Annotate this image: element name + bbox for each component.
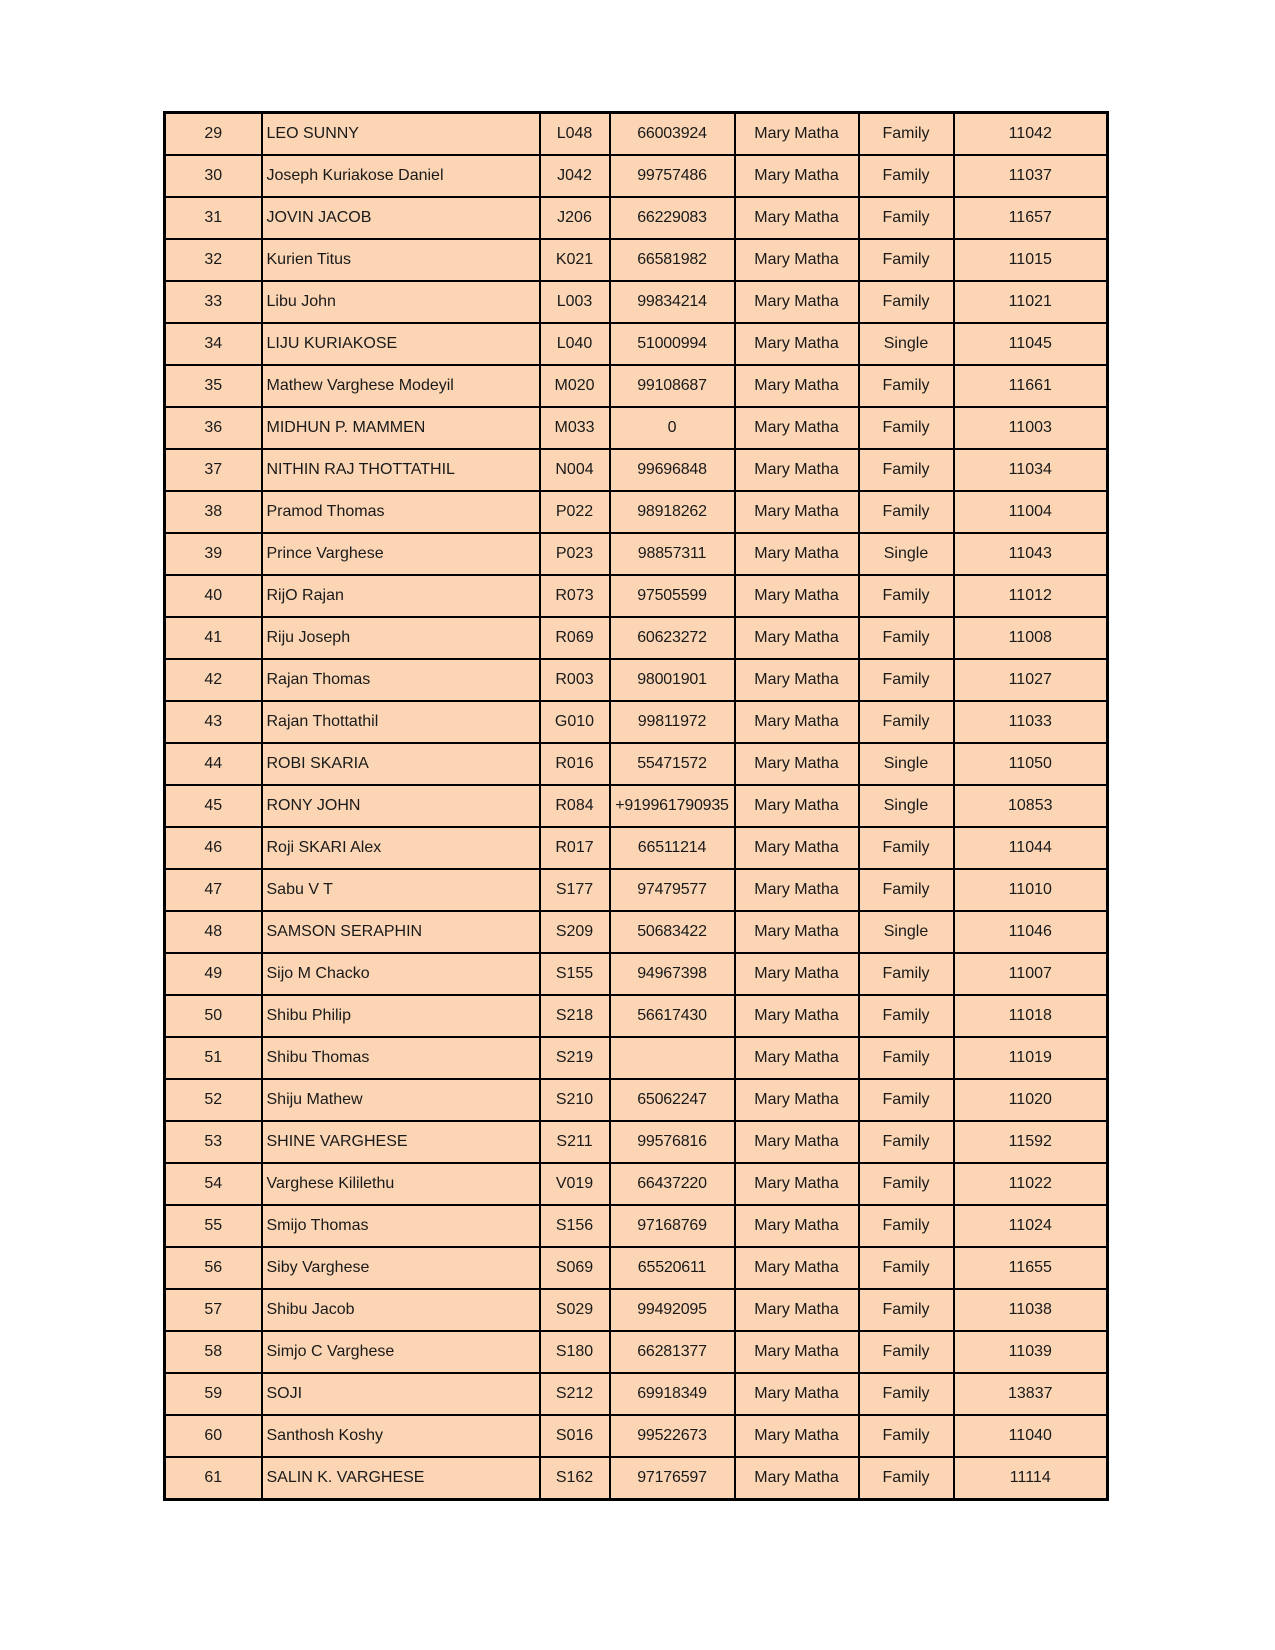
phone-number-cell: 98857311 [610,533,735,575]
member-code-cell: R017 [540,827,610,869]
member-name-cell: Rajan Thottathil [262,701,540,743]
membership-type-cell: Family [859,197,954,239]
row-number-cell: 38 [165,491,262,533]
phone-number-cell: 69918349 [610,1373,735,1415]
unit-name-cell: Mary Matha [735,1037,859,1079]
phone-number-cell: 99696848 [610,449,735,491]
member-name-cell: Shibu Thomas [262,1037,540,1079]
table-row [165,995,1108,1037]
member-name-cell: SOJI [262,1373,540,1415]
unit-name-cell: Mary Matha [735,617,859,659]
phone-number-cell: 97176597 [610,1457,735,1500]
unit-name-cell: Mary Matha [735,911,859,953]
phone-number-cell: 94967398 [610,953,735,995]
row-number-cell: 58 [165,1331,262,1373]
membership-type-cell: Family [859,869,954,911]
unit-name-cell: Mary Matha [735,1373,859,1415]
unit-name-cell: Mary Matha [735,869,859,911]
table-row [165,1121,1108,1163]
member-code-cell: S155 [540,953,610,995]
member-name-cell: Shiju Mathew [262,1079,540,1121]
member-code-cell: S209 [540,911,610,953]
row-number-cell: 39 [165,533,262,575]
row-number-cell: 53 [165,1121,262,1163]
member-code-cell: J206 [540,197,610,239]
membership-type-cell: Family [859,1079,954,1121]
member-code-cell: S069 [540,1247,610,1289]
phone-number-cell: 51000994 [610,323,735,365]
unit-name-cell: Mary Matha [735,995,859,1037]
row-number-cell: 32 [165,239,262,281]
membership-type-cell: Family [859,407,954,449]
reference-number-cell: 11038 [954,1289,1108,1331]
reference-number-cell: 11024 [954,1205,1108,1247]
table-row [165,407,1108,449]
member-code-cell: L040 [540,323,610,365]
table-row [165,1247,1108,1289]
member-code-cell: S156 [540,1205,610,1247]
member-code-cell: G010 [540,701,610,743]
phone-number-cell: 66003924 [610,113,735,156]
member-name-cell: Varghese Kililethu [262,1163,540,1205]
member-name-cell: MIDHUN P. MAMMEN [262,407,540,449]
phone-number-cell: 66281377 [610,1331,735,1373]
membership-type-cell: Single [859,785,954,827]
phone-number-cell: 55471572 [610,743,735,785]
reference-number-cell: 11039 [954,1331,1108,1373]
table-row [165,365,1108,407]
member-code-cell: M033 [540,407,610,449]
member-code-cell: R084 [540,785,610,827]
unit-name-cell: Mary Matha [735,239,859,281]
row-number-cell: 61 [165,1457,262,1500]
table-row [165,701,1108,743]
unit-name-cell: Mary Matha [735,197,859,239]
phone-number-cell: +919961790935 [610,785,735,827]
unit-name-cell: Mary Matha [735,491,859,533]
membership-type-cell: Single [859,911,954,953]
phone-number-cell [610,1037,735,1079]
member-code-cell: V019 [540,1163,610,1205]
reference-number-cell: 11592 [954,1121,1108,1163]
membership-type-cell: Family [859,617,954,659]
reference-number-cell: 11045 [954,323,1108,365]
row-number-cell: 54 [165,1163,262,1205]
unit-name-cell: Mary Matha [735,1247,859,1289]
membership-type-cell: Family [859,701,954,743]
row-number-cell: 49 [165,953,262,995]
reference-number-cell: 11021 [954,281,1108,323]
member-name-cell: LEO SUNNY [262,113,540,156]
membership-type-cell: Family [859,449,954,491]
member-code-cell: L048 [540,113,610,156]
reference-number-cell: 11114 [954,1457,1108,1500]
membership-type-cell: Family [859,239,954,281]
phone-number-cell: 66581982 [610,239,735,281]
unit-name-cell: Mary Matha [735,785,859,827]
table-row [165,491,1108,533]
phone-number-cell: 66229083 [610,197,735,239]
table-row [165,911,1108,953]
table-row [165,743,1108,785]
reference-number-cell: 11018 [954,995,1108,1037]
table-row [165,281,1108,323]
phone-number-cell: 99834214 [610,281,735,323]
phone-number-cell: 98001901 [610,659,735,701]
phone-number-cell: 97505599 [610,575,735,617]
unit-name-cell: Mary Matha [735,575,859,617]
reference-number-cell: 11003 [954,407,1108,449]
member-code-cell: J042 [540,155,610,197]
phone-number-cell: 99108687 [610,365,735,407]
row-number-cell: 37 [165,449,262,491]
member-code-cell: L003 [540,281,610,323]
member-name-cell: Pramod Thomas [262,491,540,533]
row-number-cell: 36 [165,407,262,449]
member-name-cell: Joseph Kuriakose Daniel [262,155,540,197]
member-name-cell: Prince Varghese [262,533,540,575]
table-row [165,113,1108,156]
member-name-cell: Santhosh Koshy [262,1415,540,1457]
table-row [165,617,1108,659]
row-number-cell: 33 [165,281,262,323]
table-row [165,1163,1108,1205]
row-number-cell: 41 [165,617,262,659]
member-name-cell: JOVIN JACOB [262,197,540,239]
member-code-cell: R003 [540,659,610,701]
reference-number-cell: 11037 [954,155,1108,197]
row-number-cell: 60 [165,1415,262,1457]
member-code-cell: R069 [540,617,610,659]
row-number-cell: 48 [165,911,262,953]
reference-number-cell: 11657 [954,197,1108,239]
table-row [165,659,1108,701]
table-row [165,953,1108,995]
membership-type-cell: Family [859,1457,954,1500]
row-number-cell: 45 [165,785,262,827]
table-row [165,575,1108,617]
phone-number-cell: 98918262 [610,491,735,533]
table-row [165,197,1108,239]
membership-type-cell: Family [859,1289,954,1331]
reference-number-cell: 10853 [954,785,1108,827]
table-row [165,1457,1108,1500]
unit-name-cell: Mary Matha [735,1331,859,1373]
row-number-cell: 52 [165,1079,262,1121]
membership-type-cell: Family [859,995,954,1037]
unit-name-cell: Mary Matha [735,1121,859,1163]
reference-number-cell: 11043 [954,533,1108,575]
membership-type-cell: Family [859,953,954,995]
unit-name-cell: Mary Matha [735,1457,859,1500]
reference-number-cell: 11027 [954,659,1108,701]
reference-number-cell: 11020 [954,1079,1108,1121]
reference-number-cell: 11040 [954,1415,1108,1457]
member-code-cell: M020 [540,365,610,407]
table-row [165,1373,1108,1415]
member-code-cell: S218 [540,995,610,1037]
row-number-cell: 30 [165,155,262,197]
membership-type-cell: Family [859,365,954,407]
member-name-cell: RONY JOHN [262,785,540,827]
membership-type-cell: Single [859,743,954,785]
row-number-cell: 40 [165,575,262,617]
membership-type-cell: Family [859,1205,954,1247]
member-name-cell: Kurien Titus [262,239,540,281]
member-code-cell: S210 [540,1079,610,1121]
membership-type-cell: Family [859,1247,954,1289]
phone-number-cell: 65062247 [610,1079,735,1121]
member-code-cell: P022 [540,491,610,533]
member-name-cell: Shibu Philip [262,995,540,1037]
phone-number-cell: 0 [610,407,735,449]
phone-number-cell: 99576816 [610,1121,735,1163]
membership-type-cell: Family [859,281,954,323]
table-row [165,239,1108,281]
row-number-cell: 29 [165,113,262,156]
phone-number-cell: 65520611 [610,1247,735,1289]
table-row [165,1289,1108,1331]
unit-name-cell: Mary Matha [735,1205,859,1247]
table-row [165,1037,1108,1079]
membership-type-cell: Family [859,1331,954,1373]
reference-number-cell: 11015 [954,239,1108,281]
phone-number-cell: 56617430 [610,995,735,1037]
table-row [165,827,1108,869]
table-row [165,1415,1108,1457]
member-name-cell: Shibu Jacob [262,1289,540,1331]
reference-number-cell: 11004 [954,491,1108,533]
unit-name-cell: Mary Matha [735,1079,859,1121]
phone-number-cell: 97168769 [610,1205,735,1247]
reference-number-cell: 11044 [954,827,1108,869]
member-name-cell: Sabu V T [262,869,540,911]
membership-type-cell: Family [859,1037,954,1079]
row-number-cell: 42 [165,659,262,701]
unit-name-cell: Mary Matha [735,1163,859,1205]
member-code-cell: S162 [540,1457,610,1500]
unit-name-cell: Mary Matha [735,365,859,407]
member-name-cell: NITHIN RAJ THOTTATHIL [262,449,540,491]
phone-number-cell: 99492095 [610,1289,735,1331]
member-name-cell: SHINE VARGHESE [262,1121,540,1163]
phone-number-cell: 97479577 [610,869,735,911]
membership-type-cell: Family [859,1373,954,1415]
reference-number-cell: 11022 [954,1163,1108,1205]
unit-name-cell: Mary Matha [735,827,859,869]
unit-name-cell: Mary Matha [735,1415,859,1457]
member-name-cell: LIJU KURIAKOSE [262,323,540,365]
row-number-cell: 55 [165,1205,262,1247]
row-number-cell: 46 [165,827,262,869]
reference-number-cell: 11661 [954,365,1108,407]
member-name-cell: Rajan Thomas [262,659,540,701]
table-row [165,323,1108,365]
reference-number-cell: 13837 [954,1373,1108,1415]
unit-name-cell: Mary Matha [735,659,859,701]
membership-type-cell: Family [859,1121,954,1163]
phone-number-cell: 50683422 [610,911,735,953]
membership-type-cell: Single [859,533,954,575]
reference-number-cell: 11012 [954,575,1108,617]
row-number-cell: 44 [165,743,262,785]
unit-name-cell: Mary Matha [735,533,859,575]
reference-number-cell: 11033 [954,701,1108,743]
phone-number-cell: 99757486 [610,155,735,197]
member-name-cell: Libu John [262,281,540,323]
reference-number-cell: 11019 [954,1037,1108,1079]
unit-name-cell: Mary Matha [735,953,859,995]
member-name-cell: Siby Varghese [262,1247,540,1289]
unit-name-cell: Mary Matha [735,407,859,449]
membership-type-cell: Family [859,1163,954,1205]
member-table [163,111,1109,1501]
member-code-cell: S212 [540,1373,610,1415]
row-number-cell: 43 [165,701,262,743]
row-number-cell: 59 [165,1373,262,1415]
member-name-cell: Sijo M Chacko [262,953,540,995]
unit-name-cell: Mary Matha [735,743,859,785]
table-row [165,869,1108,911]
reference-number-cell: 11010 [954,869,1108,911]
unit-name-cell: Mary Matha [735,701,859,743]
table-row [165,1331,1108,1373]
member-name-cell: Riju Joseph [262,617,540,659]
phone-number-cell: 60623272 [610,617,735,659]
member-code-cell: K021 [540,239,610,281]
member-name-cell: ROBI SKARIA [262,743,540,785]
member-code-cell: R073 [540,575,610,617]
membership-type-cell: Family [859,113,954,156]
phone-number-cell: 99522673 [610,1415,735,1457]
reference-number-cell: 11046 [954,911,1108,953]
member-name-cell: RijO Rajan [262,575,540,617]
table-row [165,533,1108,575]
membership-type-cell: Single [859,323,954,365]
phone-number-cell: 66437220 [610,1163,735,1205]
reference-number-cell: 11050 [954,743,1108,785]
row-number-cell: 31 [165,197,262,239]
member-name-cell: SAMSON SERAPHIN [262,911,540,953]
unit-name-cell: Mary Matha [735,113,859,156]
row-number-cell: 51 [165,1037,262,1079]
table-body [165,113,1108,1500]
row-number-cell: 34 [165,323,262,365]
unit-name-cell: Mary Matha [735,155,859,197]
member-code-cell: S180 [540,1331,610,1373]
member-name-cell: Simjo C Varghese [262,1331,540,1373]
reference-number-cell: 11034 [954,449,1108,491]
member-code-cell: S016 [540,1415,610,1457]
row-number-cell: 35 [165,365,262,407]
member-code-cell: N004 [540,449,610,491]
table-row [165,449,1108,491]
member-code-cell: S219 [540,1037,610,1079]
membership-type-cell: Family [859,659,954,701]
row-number-cell: 57 [165,1289,262,1331]
member-code-cell: S029 [540,1289,610,1331]
reference-number-cell: 11042 [954,113,1108,156]
unit-name-cell: Mary Matha [735,449,859,491]
row-number-cell: 47 [165,869,262,911]
unit-name-cell: Mary Matha [735,1289,859,1331]
member-code-cell: R016 [540,743,610,785]
member-code-cell: S211 [540,1121,610,1163]
reference-number-cell: 11655 [954,1247,1108,1289]
membership-type-cell: Family [859,827,954,869]
reference-number-cell: 11008 [954,617,1108,659]
member-name-cell: SALIN K. VARGHESE [262,1457,540,1500]
phone-number-cell: 99811972 [610,701,735,743]
membership-type-cell: Family [859,155,954,197]
row-number-cell: 50 [165,995,262,1037]
membership-type-cell: Family [859,575,954,617]
unit-name-cell: Mary Matha [735,323,859,365]
reference-number-cell: 11007 [954,953,1108,995]
membership-type-cell: Family [859,491,954,533]
member-name-cell: Mathew Varghese Modeyil [262,365,540,407]
phone-number-cell: 66511214 [610,827,735,869]
member-name-cell: Smijo Thomas [262,1205,540,1247]
member-code-cell: P023 [540,533,610,575]
table-row [165,785,1108,827]
member-code-cell: S177 [540,869,610,911]
unit-name-cell: Mary Matha [735,281,859,323]
membership-type-cell: Family [859,1415,954,1457]
table-row [165,1079,1108,1121]
table-row [165,155,1108,197]
member-name-cell: Roji SKARI Alex [262,827,540,869]
row-number-cell: 56 [165,1247,262,1289]
table-row [165,1205,1108,1247]
